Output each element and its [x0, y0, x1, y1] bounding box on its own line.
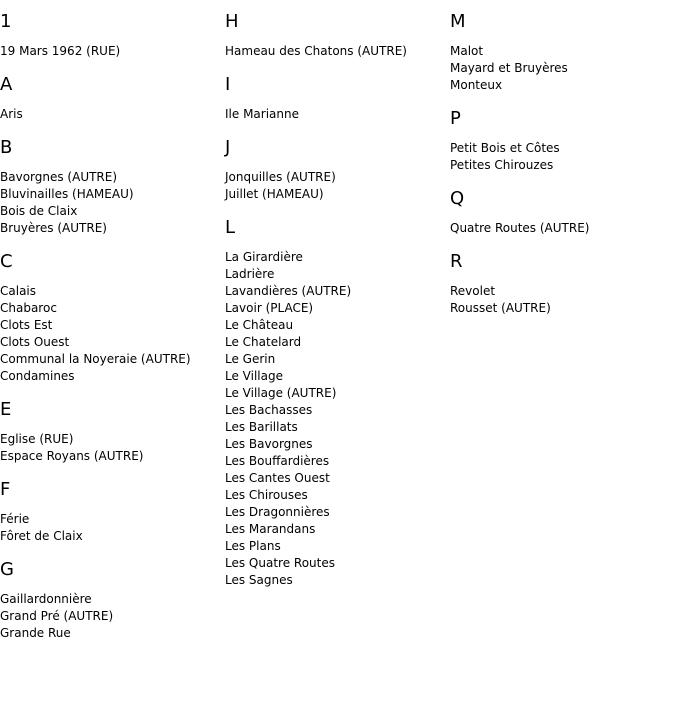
- group-letter-heading: G: [0, 559, 14, 580]
- street-name: Eglise (RUE): [0, 432, 74, 446]
- street-list: [0, 511, 220, 545]
- street-list: [0, 283, 220, 385]
- street-list: [0, 106, 220, 123]
- street-name: Le Chatelard: [225, 335, 302, 349]
- letter-group: [450, 188, 670, 237]
- street-name: Le Village (AUTRE): [225, 386, 337, 400]
- street-name: Les Barillats: [225, 420, 298, 434]
- street-name: Fôret de Claix: [0, 529, 83, 543]
- group-letter-heading: P: [450, 108, 461, 129]
- street-name: Les Bachasses: [225, 403, 313, 417]
- street-name: Quatre Routes (AUTRE): [450, 221, 590, 235]
- street-name: Férie: [0, 512, 30, 526]
- street-list: [0, 43, 220, 60]
- letter-group: [450, 11, 670, 94]
- street-list: [450, 43, 670, 94]
- letter-group: [225, 74, 445, 123]
- letter-group: [225, 11, 445, 60]
- street-name: Aris: [0, 107, 23, 121]
- street-name: La Girardière: [225, 250, 303, 264]
- letter-group: [225, 217, 445, 589]
- letter-group: [0, 74, 220, 123]
- letter-group: [0, 251, 220, 385]
- street-name: Les Plans: [225, 539, 281, 553]
- street-name: Petit Bois et Côtes: [450, 141, 560, 155]
- index-column: [225, 11, 445, 603]
- street-name: Revolet: [450, 284, 496, 298]
- group-letter-heading: H: [225, 11, 239, 32]
- letter-group: [0, 137, 220, 237]
- street-name: Mayard et Bruyères: [450, 61, 568, 75]
- street-list: [0, 591, 220, 642]
- street-list: [225, 169, 445, 203]
- street-name: Les Bouffardières: [225, 454, 330, 468]
- street-name: Ile Marianne: [225, 107, 299, 121]
- group-letter-heading: F: [0, 479, 11, 500]
- street-name: Le Château: [225, 318, 294, 332]
- street-name: Jonquilles (AUTRE): [225, 170, 336, 184]
- group-letter-heading: 1: [0, 11, 12, 32]
- letter-group: [450, 108, 670, 174]
- street-name: Les Cantes Ouest: [225, 471, 330, 485]
- street-name: Calais: [0, 284, 37, 298]
- street-name: Espace Royans (AUTRE): [0, 449, 144, 463]
- street-name: Lavandières (AUTRE): [225, 284, 352, 298]
- street-list: [450, 283, 670, 317]
- street-name: Le Gerin: [225, 352, 276, 366]
- street-name: Juillet (HAMEAU): [225, 187, 324, 201]
- street-name: Les Chirouses: [225, 488, 308, 502]
- group-letter-heading: L: [225, 217, 236, 238]
- street-list: [450, 220, 670, 237]
- street-name: Gaillardonnière: [0, 592, 92, 606]
- group-letter-heading: E: [0, 399, 12, 420]
- letter-group: [0, 11, 220, 60]
- group-letter-heading: C: [0, 251, 13, 272]
- group-letter-heading: M: [450, 11, 466, 32]
- index-column: [450, 11, 670, 331]
- street-name: Les Marandans: [225, 522, 316, 536]
- street-name: Condamines: [0, 369, 75, 383]
- street-name: Monteux: [450, 78, 503, 92]
- group-letter-heading: A: [0, 74, 13, 95]
- street-name: Chabaroc: [0, 301, 57, 315]
- street-list: [225, 249, 445, 589]
- letter-group: [225, 137, 445, 203]
- street-name: Grand Pré (AUTRE): [0, 609, 114, 623]
- group-letter-heading: J: [225, 137, 231, 158]
- street-name: Rousset (AUTRE): [450, 301, 551, 315]
- index-column: [0, 11, 220, 656]
- street-name: Les Bavorgnes: [225, 437, 313, 451]
- street-list: [225, 106, 445, 123]
- street-list: [450, 140, 670, 174]
- letter-group: [0, 399, 220, 465]
- street-name: Les Sagnes: [225, 573, 293, 587]
- street-name: Le Village: [225, 369, 283, 383]
- street-name: Les Dragonnières: [225, 505, 330, 519]
- street-name: Petites Chirouzes: [450, 158, 554, 172]
- group-letter-heading: I: [225, 74, 231, 95]
- group-letter-heading: Q: [450, 188, 465, 209]
- group-letter-heading: B: [0, 137, 13, 158]
- street-name: Bruyères (AUTRE): [0, 221, 107, 235]
- street-name: Bavorgnes (AUTRE): [0, 170, 118, 184]
- street-name: Clots Ouest: [0, 335, 70, 349]
- street-name: Grande Rue: [0, 626, 71, 640]
- street-name: Clots Est: [0, 318, 53, 332]
- street-name: Bluvinailles (HAMEAU): [0, 187, 134, 201]
- street-name: Hameau des Chatons (AUTRE): [225, 44, 407, 58]
- street-list: [0, 431, 220, 465]
- street-name: Malot: [450, 44, 484, 58]
- letter-group: [450, 251, 670, 317]
- street-name: Bois de Claix: [0, 204, 78, 218]
- street-name: Ladrière: [225, 267, 275, 281]
- letter-group: [0, 559, 220, 642]
- street-name: Lavoir (PLACE): [225, 301, 314, 315]
- street-list: [0, 169, 220, 237]
- group-letter-heading: R: [450, 251, 463, 272]
- street-list: [225, 43, 445, 60]
- street-name: 19 Mars 1962 (RUE): [0, 44, 121, 58]
- street-name: Communal la Noyeraie (AUTRE): [0, 352, 191, 366]
- street-name: Les Quatre Routes: [225, 556, 335, 570]
- letter-group: [0, 479, 220, 545]
